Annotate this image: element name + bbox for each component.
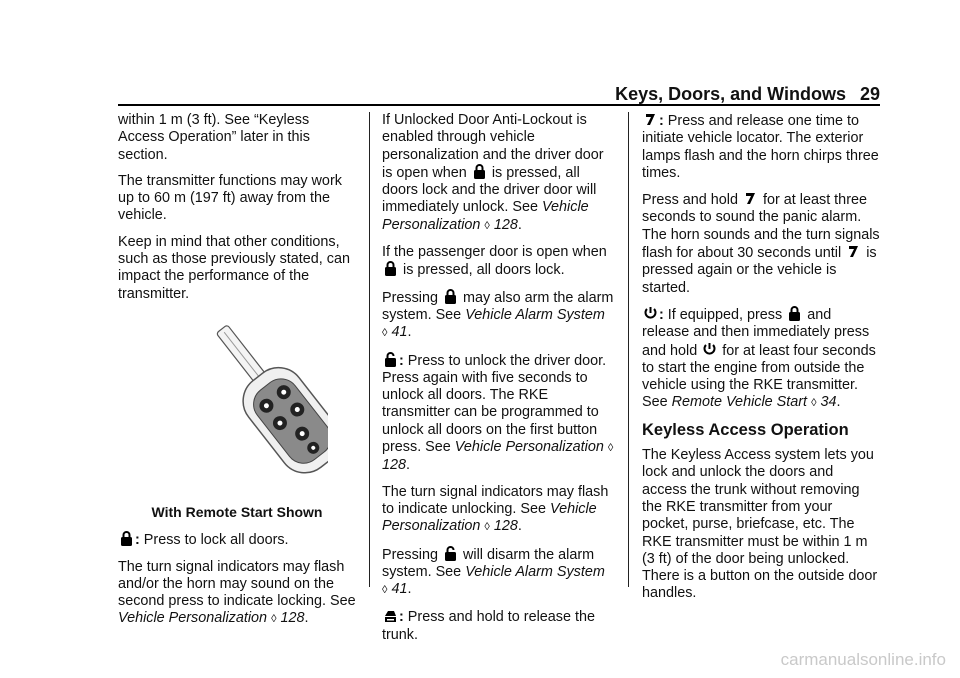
trunk-paragraph: : Press and hold to release the trunk. [382, 609, 595, 643]
key-fob-illustration [118, 312, 356, 498]
lock-icon [384, 261, 397, 276]
watermark: carmanualsonline.info [780, 650, 946, 669]
column-3 [642, 112, 880, 612]
paragraph: Press and hold for at least three seconds to sound the panic alarm. The horn sounds and the turn signals flash for about 30 seconds until is pressed again or the vehicle is started. [642, 192, 880, 296]
reference-arrow-icon: ◊ [811, 397, 817, 410]
unlock-icon [384, 352, 397, 367]
cross-reference: Vehicle Alarm System [465, 306, 605, 323]
paragraph: within 1 m (3 ft). See “Keyless Access Operation” later in this section. [118, 112, 310, 163]
page-reference: 41 [391, 324, 408, 341]
cross-reference: Vehicle Personalization [382, 199, 589, 233]
cross-reference: Vehicle Alarm System [465, 563, 605, 580]
paragraph: The turn signal indicators may flash to indicate unlocking. See Vehicle Personalization ◊ 128. [382, 483, 609, 535]
cross-reference: Vehicle Personalization [118, 610, 268, 627]
reference-arrow-icon: ◊ [484, 521, 490, 534]
remote-start-icon [703, 342, 716, 357]
paragraph: Keep in mind that other conditions, such as those previously stated, can impact the performance of the transmitter. [118, 233, 350, 302]
header-rule [118, 104, 880, 106]
section-heading: Keyless Access Operation [642, 420, 849, 439]
figure-caption: With Remote Start Shown [151, 503, 323, 520]
vehicle-locator-icon [744, 191, 757, 206]
remote-start-icon [644, 306, 657, 321]
section-title: Keys, Doors, and Windows [615, 84, 846, 104]
paragraph: If Unlocked Door Anti-Lockout is enabled through vehicle personalization and the driver door is open when is pressed, all doors lock and the driver door will immediately unlock. See Vehicle Personalization ◊ 128. [382, 112, 604, 233]
lock-icon [444, 289, 457, 304]
column-1 [118, 112, 356, 638]
lock-icon [788, 306, 801, 321]
paragraph: Pressing will disarm the alarm system. See Vehicle Alarm System ◊ 41. [382, 546, 605, 598]
reference-arrow-icon: ◊ [607, 442, 614, 455]
paragraph: The Keyless Access system lets you lock and unlock the doors and access the trunk without removing the RKE transmitter from your pocket, purse, briefcase, etc. The RKE transmitter must be within 1 m (3 ft) of the door being unlocked. There is a button on the outside door handles. [642, 447, 878, 602]
page-reference: 34 [820, 394, 837, 411]
unlock-icon [444, 546, 457, 561]
cross-reference: Vehicle Personalization [454, 439, 604, 456]
remote-start-paragraph: : If equipped, press and release and then immediately press and hold for at least four seconds to start the engine from outside the vehicle using the RKE transmitter. See Remote Vehicle Start ◊ 34. [642, 306, 876, 411]
lock-paragraph: : Press to lock all doors. [118, 531, 356, 549]
paragraph: Pressing may also arm the alarm system. See Vehicle Alarm System ◊ 41. [382, 289, 614, 341]
page-reference: 128 [280, 610, 305, 627]
column-divider [369, 112, 370, 587]
reference-arrow-icon: ◊ [382, 327, 388, 340]
vehicle-locator-icon [847, 244, 860, 259]
page-reference: 41 [391, 581, 408, 598]
unlock-paragraph: : Press to unlock the driver door. Press again with five seconds to unlock all doors. The RKE transmitter can be programmed to unlock all doors on the first button press. See Vehicle Personalization ◊ 128. [382, 352, 614, 474]
locator-paragraph: : Press and release one time to initiate vehicle locator. The exterior lamps flash and the horn chirps three times. [642, 113, 879, 181]
reference-arrow-icon: ◊ [484, 219, 490, 232]
paragraph: The turn signal indicators may flash and/or the horn may sound on the second press to indicate locking. See Vehicle Personalization ◊ 128. [118, 558, 356, 627]
paragraph: The transmitter functions may work up to 60 m (197 ft) away from the vehicle. [118, 172, 342, 224]
page-reference: 128 [493, 518, 518, 535]
page-reference: 128 [493, 216, 518, 233]
page-reference: 128 [382, 457, 407, 474]
trunk-icon [384, 608, 397, 623]
column-divider [628, 112, 629, 587]
reference-arrow-icon: ◊ [271, 613, 277, 626]
reference-arrow-icon: ◊ [382, 584, 388, 597]
cross-reference: Remote Vehicle Start [671, 394, 808, 411]
page-number: 29 [859, 84, 880, 104]
lock-icon [473, 164, 486, 179]
lock-icon [120, 531, 133, 546]
paragraph: If the passenger door is open when is pressed, all doors lock. [382, 244, 607, 279]
cross-reference: Vehicle Personalization [382, 500, 597, 535]
column-2 [382, 112, 614, 653]
vehicle-locator-icon [644, 112, 657, 127]
